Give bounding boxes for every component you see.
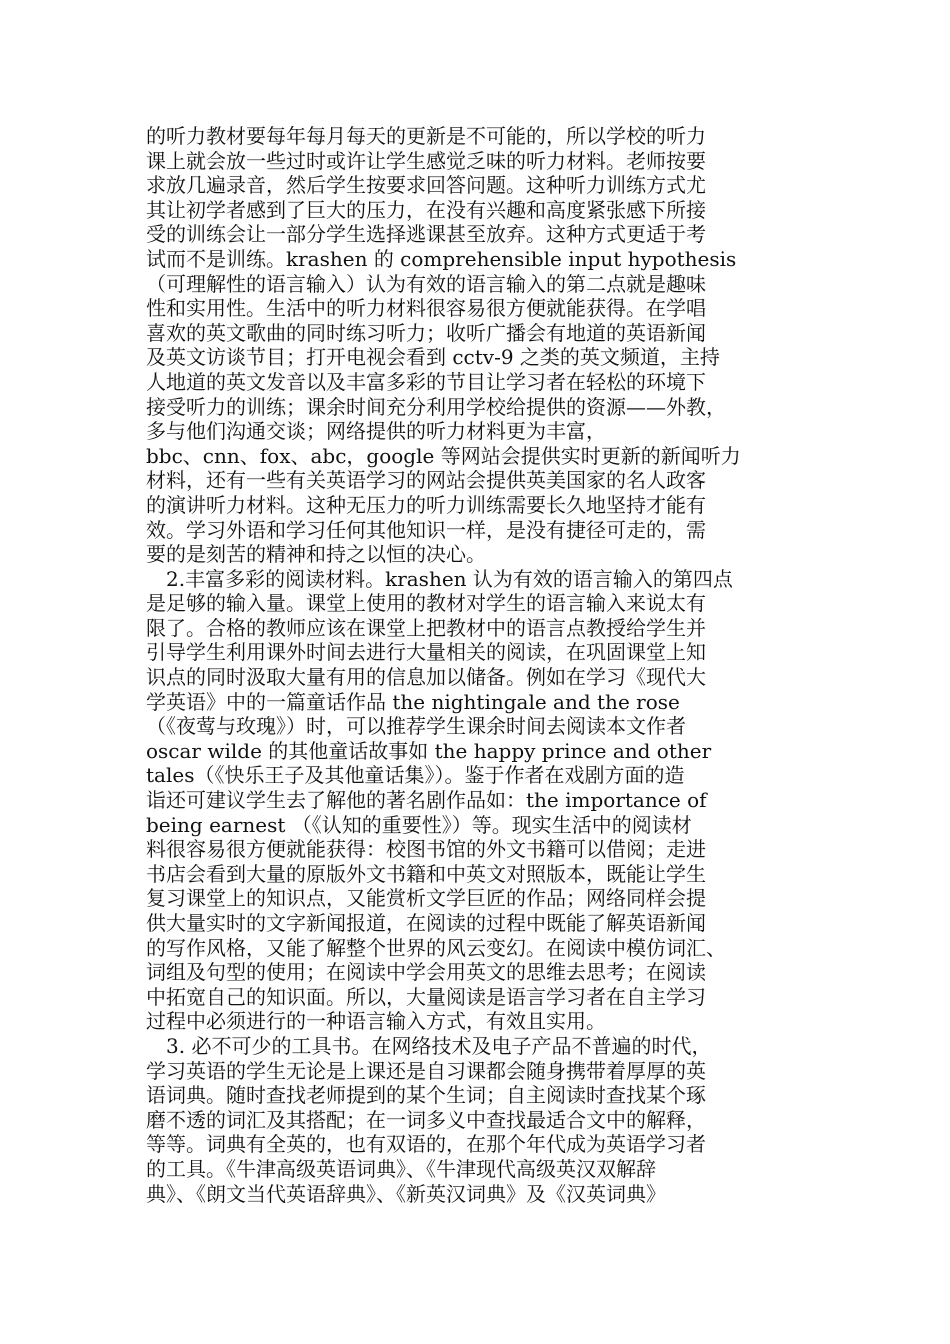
text-line: 试而不是训练。krashen 的 comprehensible input hypothesis [146, 246, 737, 271]
paragraph-start-line: 2.丰富多彩的阅读材料。krashen 认为有效的语言输入的第四点 [166, 566, 733, 591]
text-line: tales（《快乐王子及其他童话集》）。鉴于作者在戏剧方面的造 [146, 763, 685, 788]
text-line: 学习英语的学生无论是上课还是自习课都会随身携带着厚厚的英 [146, 1058, 706, 1083]
text-line: 学英语》中的一篇童话作品 the nightingale and the rose [146, 689, 680, 714]
text-line: 供大量实时的文字新闻报道，在阅读的过程中既能了解英语新闻 [146, 911, 706, 935]
text-line: 词组及句型的使用；在阅读中学会用英文的思维去思考；在阅读 [146, 960, 706, 985]
text-line: 其让初学者感到了巨大的压力，在没有兴趣和高度紧张感下所接 [146, 197, 706, 222]
text-line: oscar wilde 的其他童话故事如 the happy prince and other [146, 738, 712, 763]
text-line: 要的是刻苦的精神和持之以恒的决心。 [146, 542, 486, 567]
text-line: 典》、《朗文当代英语辞典》、《新英汉词典》及《汉英词典》 [146, 1181, 666, 1206]
text-line: 课上就会放一些过时或许让学生感觉乏味的听力材料。老师按要 [146, 148, 706, 173]
text-line: 诣还可建议学生去了解他的著名剧作品如：the importance of [146, 788, 707, 813]
document-body [146, 124, 786, 1206]
text-line: （可理解性的语言输入）认为有效的语言输入的第二点就是趣味 [146, 271, 706, 296]
text-line: 识点的同时汲取大量有用的信息加以储备。例如在学习《现代大 [146, 665, 706, 690]
text-line: bbc、cnn、fox、abc，google 等网站会提供实时更新的新闻听力 [146, 443, 741, 468]
text-line: 料很容易很方便就能获得：校图书馆的外文书籍可以借阅；走进 [146, 837, 706, 862]
text-line: 中拓宽自己的知识面。所以，大量阅读是语言学习者在自主学习 [146, 984, 706, 1009]
text-line: 限了。合格的教师应该在课堂上把教材中的语言点教授给学生并 [146, 615, 706, 640]
text-line: 材料，还有一些有关英语学习的网站会提供英美国家的名人政客 [146, 468, 706, 493]
text-line: 人地道的英文发音以及丰富多彩的节目让学习者在轻松的环境下 [146, 369, 706, 394]
text-line: 等等。词典有全英的，也有双语的，在那个年代成为英语学习者 [146, 1132, 706, 1157]
paragraph-start-line: 3. 必不可少的工具书。在网络技术及电子产品不普遍的时代， [166, 1033, 712, 1058]
text-line: 求放几遍录音，然后学生按要求回答问题。这种听力训练方式尤 [146, 173, 706, 198]
text-line: 磨不透的词汇及其搭配；在一词多义中查找最适合文中的解释， [146, 1107, 706, 1132]
text-line: 受的训练会让一部分学生选择逃课甚至放弃。这种方式更适于考 [146, 222, 706, 247]
text-line: 效。学习外语和学习任何其他知识一样，是没有捷径可走的，需 [146, 517, 706, 542]
text-line: 语词典。随时查找老师提到的某个生词；自主阅读时查找某个琢 [146, 1083, 706, 1108]
text-line: 性和实用性。生活中的听力材料很容易很方便就能获得。在学唱 [146, 296, 706, 321]
text-line: 接受听力的训练；课余时间充分利用学校给提供的资源——外教， [146, 394, 726, 419]
text-line: being earnest （《认知的重要性》）等。现实生活中的阅读材 [146, 812, 692, 837]
text-line: 的写作风格，又能了解整个世界的风云变幻。在阅读中模仿词汇、 [146, 935, 726, 960]
text-line: 书店会看到大量的原版外文书籍和中英文对照版本，既能让学生 [146, 861, 706, 886]
text-line: 多与他们沟通交谈；网络提供的听力材料更为丰富， [146, 419, 606, 444]
text-line: 引导学生利用课外时间去进行大量相关的阅读，在巩固课堂上知 [146, 640, 706, 665]
text-line: 过程中必须进行的一种语言输入方式，有效且实用。 [146, 1009, 606, 1034]
text-line: 是足够的输入量。课堂上使用的教材对学生的语言输入来说太有 [146, 591, 706, 616]
text-line: 复习课堂上的知识点，又能赏析文学巨匠的作品；网络同样会提 [146, 886, 706, 911]
text-line: 喜欢的英文歌曲的同时练习听力；收听广播会有地道的英语新闻 [146, 320, 706, 345]
text-line: （《夜莺与玫瑰》）时，可以推荐学生课余时间去阅读本文作者 [146, 714, 686, 739]
text-line: 的听力教材要每年每月每天的更新是不可能的，所以学校的听力 [146, 124, 706, 148]
text-line: 的演讲听力材料。这种无压力的听力训练需要长久地坚持才能有 [146, 492, 706, 517]
text-line: 的工具。《牛津高级英语词典》、《牛津现代高级英汉双解辞 [146, 1156, 656, 1181]
text-line: 及英文访谈节目；打开电视会看到 cctv-9 之类的英文频道，主持 [146, 345, 720, 370]
